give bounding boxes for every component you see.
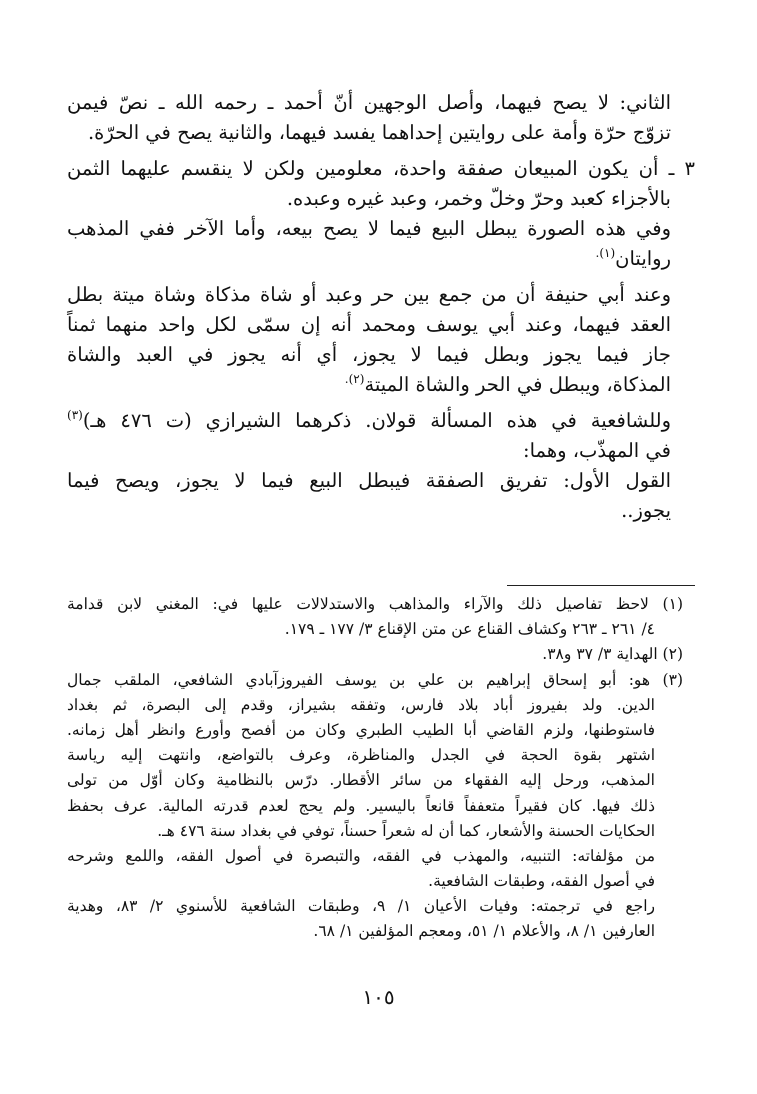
text-line (67, 244, 695, 274)
footnote-marker-1: (١). (595, 246, 616, 260)
footnote-line: فاستوطنها، ولزم القاضي أبا الطيب الطبري وكان من أفصح وأورع وانظر أهل زمانه. (67, 720, 655, 739)
list-item-3 (67, 154, 695, 274)
text-line: ٣ ـ أن يكون المبيعان صفقة واحدة، معلومين ولكن لا ينقسم عليهما الثمن (67, 157, 695, 180)
footnote-line: من مؤلفاته: التنبيه، والمهذب في الفقه، والتبصرة في أصول الفقه، واللمع وشرحه (67, 846, 655, 865)
footnote-line: (٢) الهداية ٣/ ٣٧ و٣٨. (542, 645, 683, 664)
paragraph-hanafi (67, 280, 695, 400)
footnote-marker-2: (٢). (344, 372, 365, 386)
text-line (67, 370, 695, 400)
text-line: العقد فيهما، وعند أبي يوسف ومحمد أنه إن سمّى لكل واحد منهما ثمناً (67, 313, 671, 336)
text-line: في المهذّب، وهما: (523, 439, 671, 462)
footnote-line: (٣) هو: أبو إسحاق إبراهيم بن علي بن يوسف الفيروزآبادي الشافعي، الملقب جمال (67, 670, 683, 689)
text-line: القول الأول: تفريق الصفقة فيبطل البيع فيما لا يجوز، ويصح فيما (67, 469, 671, 492)
text-line: جاز فيما يجوز وبطل فيما لا يجوز، أي أنه يجوز في العبد والشاة (67, 343, 671, 366)
footnote-line: (١) لاحظ تفاصيل ذلك والآراء والمذاهب والاستدلالات عليها في: المغني لابن قدامة (67, 595, 683, 613)
footnote-line: اشتهر بقوة الحجة في الجدل والمناظرة، وعرف بالتواضع، وانتهت إليه رياسة (67, 746, 655, 765)
footnote-line: ٤/ ٢٦١ ـ ٢٦٣ وكشاف القناع عن متن الإقناع ٣/ ١٧٧ ـ ١٧٩. (284, 620, 655, 639)
paragraph-shafii (67, 406, 695, 526)
text-segment: روايتان (615, 247, 671, 270)
text-segment: المذكاة، ويبطل في الحر والشاة الميتة (364, 373, 671, 396)
main-text (67, 88, 695, 526)
text-line: بالأجزاء كعبد وحرّ وخلّ وخمر، وعبد غيره وعبده. (286, 187, 671, 210)
text-line: وفي هذه الصورة يبطل البيع فيما لا يصح بيعه، وأما الآخر ففي المذهب (67, 217, 671, 240)
text-line (67, 406, 695, 436)
footnote-line: ذلك فيها. كان فقيراً متعففاً قانعاً باليسير. ولم يحج لعدم قدرته المالية. عرف بحفظ (67, 796, 655, 815)
footnote-line: راجع في ترجمته: وفيات الأعيان ١/ ٩، وطبقات الشافعية للأسنوي ٢/ ٨٣، وهدية (67, 897, 655, 916)
footnote-line: المذهب، ورحل إليه الفقهاء من سائر الأقطار. درّس بالنظامية وكان أوّل من تولى (67, 771, 655, 790)
footnote-line: الحكايات الحسنة والأشعار، كما أن له شعراً حسناً، توفي في بغداد سنة ٤٧٦ هـ. (157, 821, 655, 840)
footnote-line: العارفين ١/ ٨، والأعلام ١/ ٥١، ومعجم المؤلفين ١/ ٦٨. (313, 922, 655, 941)
footnote-line: الدين. ولد بفيروز أباد بلاد فارس، وتفقه بشيراز، وقدم إلى البصرة، ثم بغداد (67, 695, 655, 714)
text-line: وعند أبي حنيفة أن من جمع بين حر وعبد أو شاة مذكاة وشاة ميتة بطل (67, 283, 671, 306)
footnotes (67, 592, 695, 945)
footnote-marker-3: (٣) (67, 408, 83, 422)
text-segment: وللشافعية في هذه المسألة قولان. ذكرهما الشيرازي (ت ٤٧٦ هـ) (82, 409, 672, 432)
page-number: ١٠٥ (362, 985, 395, 1009)
text-line: تزوّج حرّة وأمة على روايتين إحداهما يفسد فيهما، والثانية يصح في الحرّة. (87, 121, 671, 144)
footnote-line: في أصول الفقه، وطبقات الشافعية. (428, 872, 655, 891)
text-line: الثاني: لا يصح فيهما، وأصل الوجهين أنّ أحمد ـ رحمه الله ـ نصّ فيمن (67, 91, 671, 114)
text-line: يجوز.. (621, 499, 671, 522)
footnote-separator (507, 585, 695, 586)
